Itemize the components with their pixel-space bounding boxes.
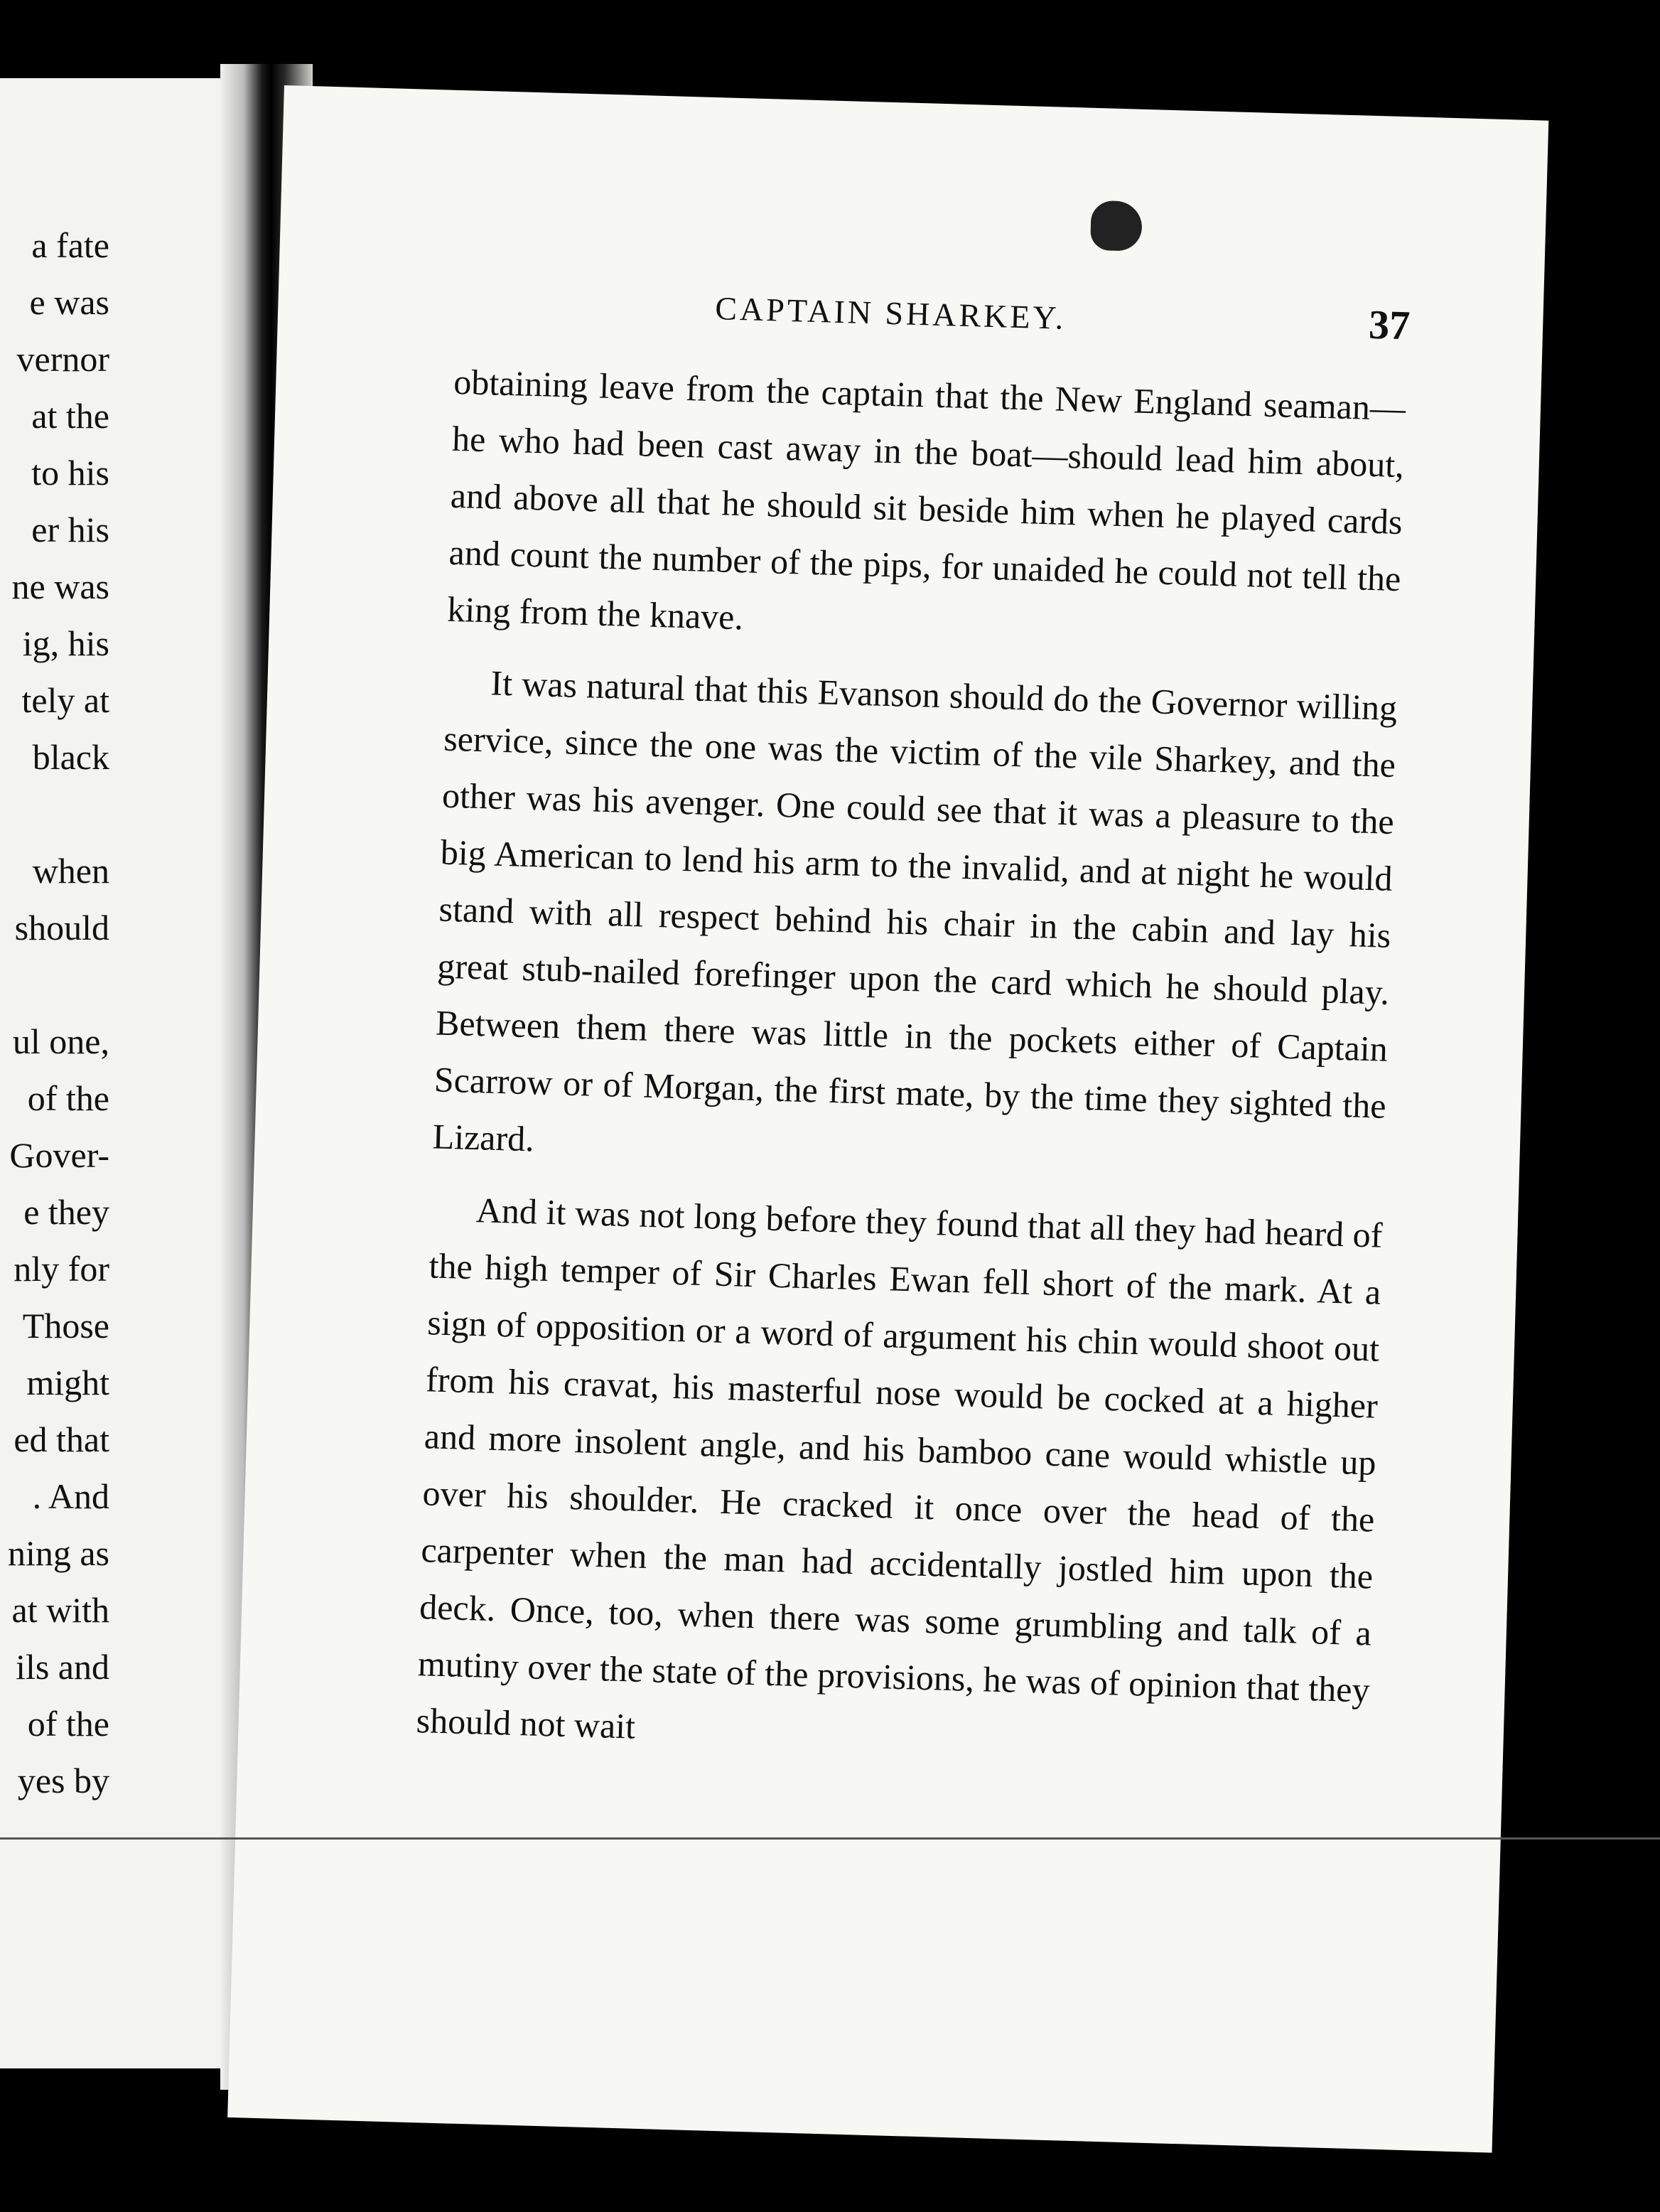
left-page-line: e was bbox=[29, 282, 109, 322]
left-page-line: ig, his bbox=[22, 623, 109, 663]
left-page-line: when bbox=[32, 851, 109, 891]
left-page-line: . And bbox=[32, 1476, 109, 1516]
left-page-line: ning as bbox=[7, 1533, 109, 1573]
left-page-line: ul one, bbox=[12, 1021, 109, 1061]
left-page-line: yes by bbox=[17, 1761, 109, 1800]
left-page-line: at with bbox=[11, 1590, 109, 1630]
body-text bbox=[415, 353, 1406, 1791]
left-page-line: at the bbox=[31, 396, 109, 436]
left-page-line: Those bbox=[22, 1306, 109, 1346]
left-page-line: tely at bbox=[21, 680, 109, 720]
left-page-line: ils and bbox=[16, 1647, 109, 1687]
left-page-line: ed that bbox=[14, 1419, 109, 1459]
left-page-line: ne was bbox=[11, 567, 109, 606]
left-page-fragment bbox=[0, 78, 235, 2068]
left-page-line: e they bbox=[23, 1192, 109, 1232]
left-page-line: should bbox=[14, 908, 109, 947]
fold-line bbox=[0, 1837, 1660, 1840]
page-number: 37 bbox=[1368, 301, 1411, 349]
ink-blot-mark bbox=[1090, 200, 1143, 252]
paragraph: And it was not long before they found that all they had heard of the high temper of Sir Charles Ewan fell short of the mark. At a sign of opposition or a word of argument his chin would shoot out from his cravat, his masterful nose would be cocked at a higher and more insolent angle, and his bamboo cane would whistle up over his shoulder. He cracked it once over the head of the carpenter when the man had accidentally jostled him upon the deck. Once, too, when there was some grumbling and talk of a mutiny over the state of the provisions, he was of opinion that they should not wait bbox=[416, 1190, 1384, 1746]
paragraph: obtaining leave from the captain that the New England seaman—he who had been cast away in the boat—should lead him about, and above all that he should sit beside him when he played cards and count the number of the pips, for unaided he could not tell the king from the knave. bbox=[446, 361, 1406, 638]
left-page-line: black bbox=[32, 737, 109, 777]
left-page-line: a fate bbox=[31, 225, 109, 265]
left-page-line: of the bbox=[27, 1078, 109, 1118]
paragraph: It was natural that this Evanson should do the Governor willing service, since the one was the victim of the vile Sharkey, and the other was his avenger. One could see that it was a pleasure to the big American to lend his arm to the invalid, and at night he would stand with all respect behind his chair in the cabin and lay his great stub-nailed forefinger upon the card which he should play. Between them there was little in the pockets either of Captain Scarrow or of Morgan, the first mate, by the time they sighted the Lizard. bbox=[432, 662, 1398, 1159]
running-head: CAPTAIN SHARKEY. bbox=[714, 290, 1067, 336]
left-page-line: Gover- bbox=[9, 1135, 109, 1175]
left-page-line: might bbox=[26, 1363, 109, 1402]
left-page-line: vernor bbox=[16, 339, 109, 379]
left-page-line: er his bbox=[31, 510, 109, 549]
left-page-line: of the bbox=[27, 1704, 109, 1744]
left-page-line: to his bbox=[31, 453, 109, 493]
left-page-line: nly for bbox=[14, 1249, 109, 1289]
right-page bbox=[227, 85, 1548, 2153]
